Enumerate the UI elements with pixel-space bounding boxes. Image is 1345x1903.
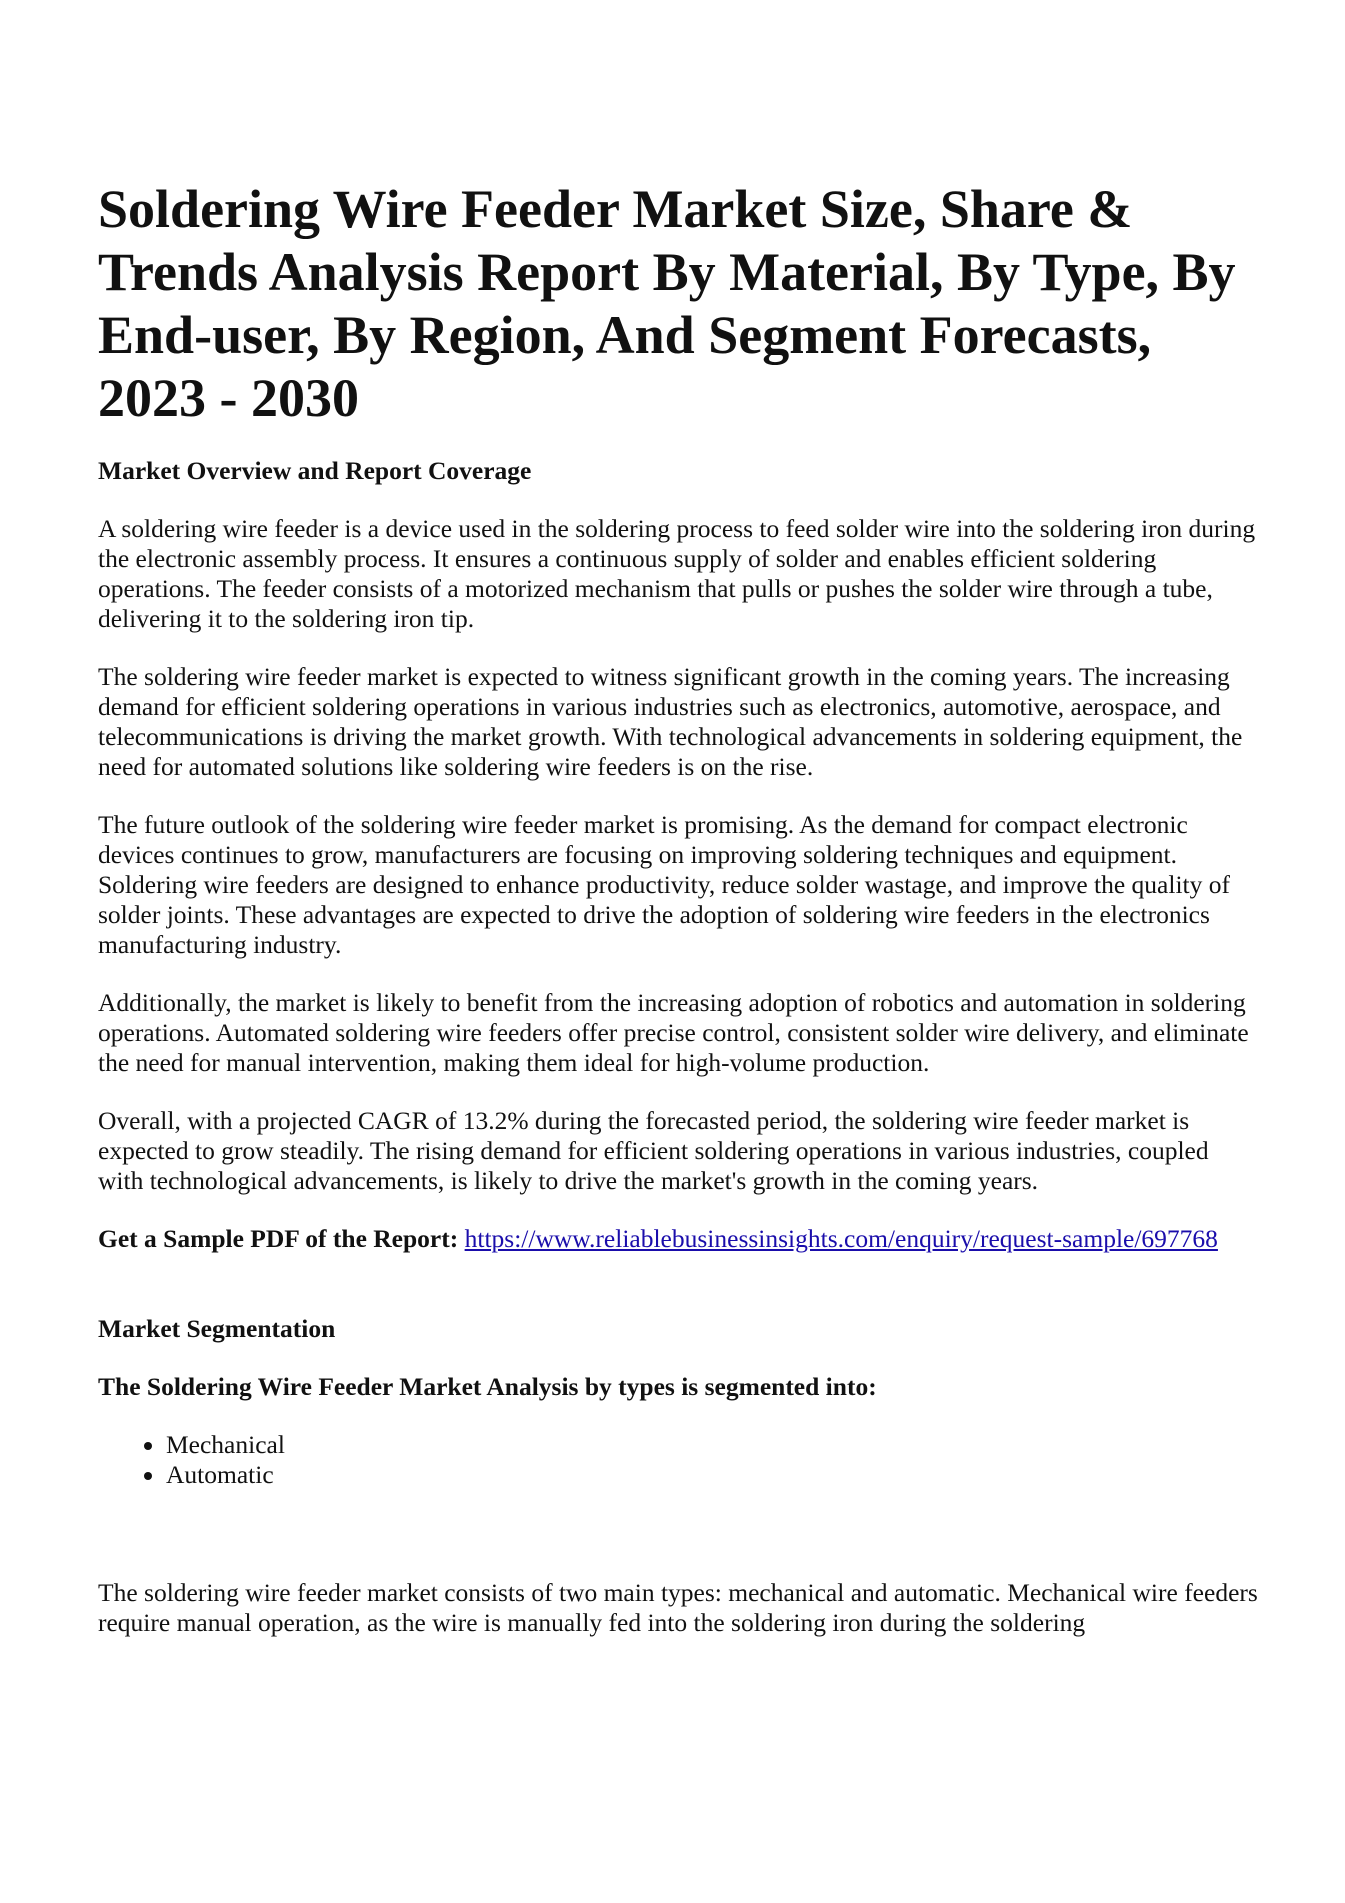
list-item: • Mechanical <box>166 1430 1258 1460</box>
types-paragraph: The soldering wire feeder market consists of two main types: mechanical and automatic. Mechanical wire feeders require manual operation, as the wire is manually fed into the soldering iron during the soldering <box>98 1578 1258 1637</box>
types-heading: The Soldering Wire Feeder Market Analysis by types is segmented into: <box>98 1372 877 1401</box>
overview-paragraph: The soldering wire feeder market is expected to witness significant growth in the coming years. The increasing demand for efficient soldering operations in various industries such as electronics, automotive, aerospace, and telecommunications is driving the market growth. With technological advancements in soldering equipment, the need for automated solutions like soldering wire feeders is on the rise. <box>98 662 1243 781</box>
document-page <box>98 178 1258 1666</box>
overview-paragraph: The future outlook of the soldering wire feeder market is promising. As the demand for compact electronic devices continues to grow, manufacturers are focusing on improving soldering techniques and equipment. Soldering wire feeders are designed to enhance productivity, reduce solder wastage, and improve the quality of solder joints. These advantages are expected to drive the adoption of soldering wire feeders in the electronics manufacturing industry. <box>98 810 1230 959</box>
types-list <box>98 1430 1258 1490</box>
list-item: • Automatic <box>166 1460 1258 1490</box>
overview-heading: Market Overview and Report Coverage <box>98 456 532 485</box>
spacer <box>98 1490 1258 1578</box>
overview-paragraph: A soldering wire feeder is a device used in the soldering process to feed solder wire into the soldering iron during the electronic assembly process. It ensures a continuous supply of solder and enables efficient soldering operations. The feeder consists of a motorized mechanism that pulls or pushes the solder wire through a tube, delivering it to the soldering iron tip. <box>98 514 1256 633</box>
sample-link[interactable]: https://www.reliablebusinessinsights.com/enquiry/request-sample/697768 <box>464 1224 1218 1253</box>
sample-request <box>98 1224 1258 1254</box>
segmentation-heading: Market Segmentation <box>98 1314 336 1343</box>
overview-paragraph: Additionally, the market is likely to benefit from the increasing adoption of robotics and automation in soldering operations. Automated soldering wire feeders offer precise control, consistent solder wire delivery, and eliminate the need for manual intervention, making them ideal for high-volume production. <box>98 988 1249 1077</box>
spacer <box>98 1254 1258 1314</box>
overview-paragraph: Overall, with a projected CAGR of 13.2% during the forecasted period, the soldering wire feeder market is expected to grow steadily. The rising demand for efficient soldering operations in various industries, coupled with technological advancements, is likely to drive the market's growth in the coming years. <box>98 1106 1209 1195</box>
sample-label: Get a Sample PDF of the Report: <box>98 1224 459 1253</box>
page-title: Soldering Wire Feeder Market Size, Share & Trends Analysis Report By Material, By Type, By End-user, By Region, And Segment Forecasts, 2023 - 2030 <box>98 179 1236 428</box>
